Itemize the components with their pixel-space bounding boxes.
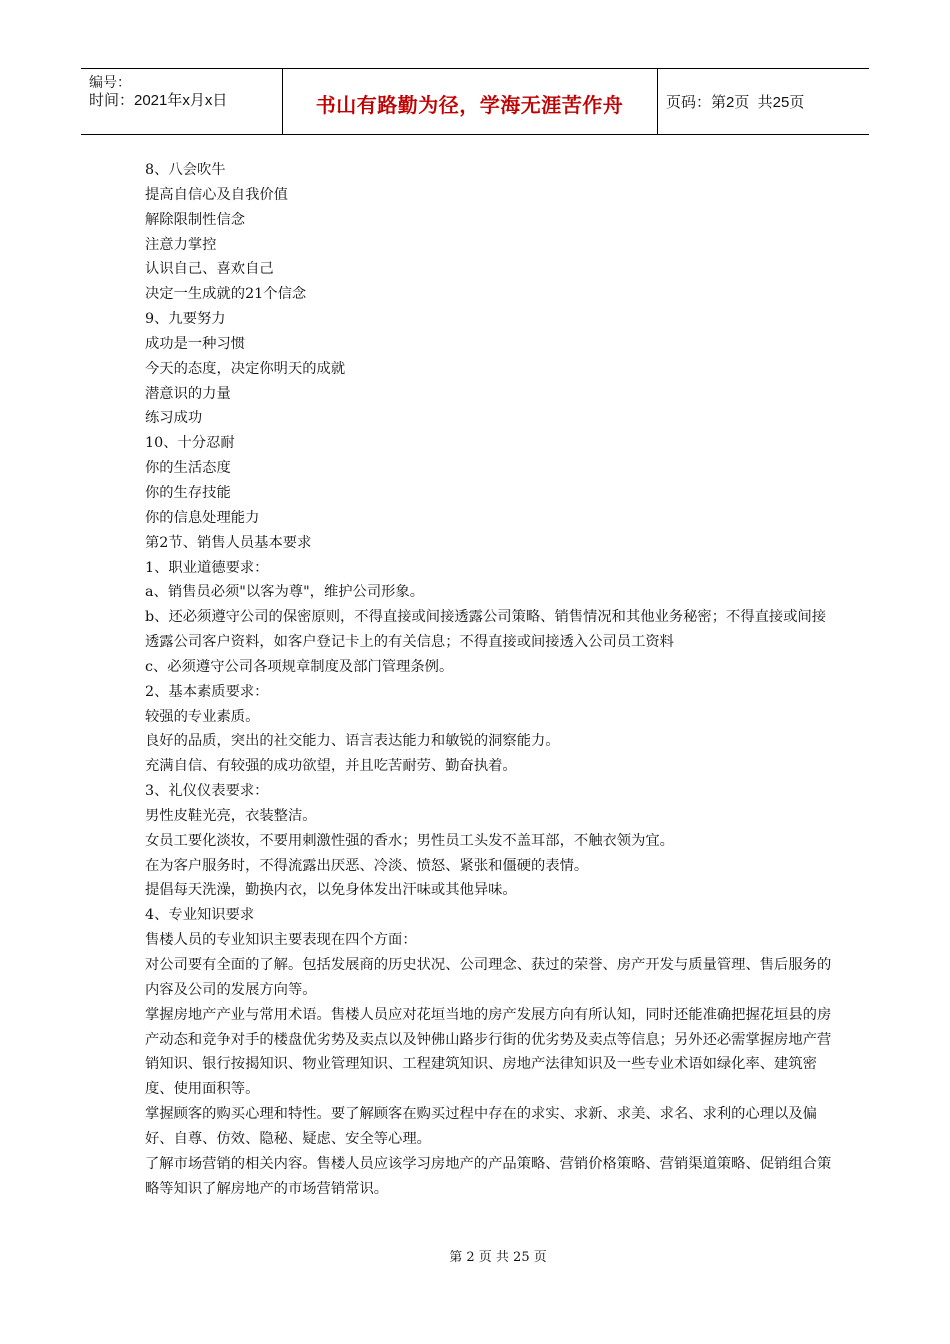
body-paragraph: 解除限制性信念 bbox=[145, 211, 246, 228]
body-paragraph: 2、基本素质要求： bbox=[145, 683, 269, 700]
document-body bbox=[145, 158, 840, 1201]
body-paragraph: 售楼人员的专业知识主要表现在四个方面： bbox=[145, 932, 417, 949]
body-paragraph: 男性皮鞋光亮，衣装整洁。 bbox=[145, 807, 317, 824]
header-motto-cell bbox=[282, 69, 658, 134]
body-paragraph: 10、十分忍耐 bbox=[145, 435, 235, 452]
page-footer: 第 2 页 共 25 页 bbox=[449, 1250, 547, 1265]
body-paragraph: 掌握顾客的购买心理和特性。要了解顾客在购买过程中存在的求实、求新、求美、求名、求利的心理以及偏好、自尊、仿效、隐秘、疑虑、安全等心理。 bbox=[145, 1106, 817, 1147]
body-paragraph: 掌握房地产产业与常用术语。售楼人员应对花垣当地的房产发展方向有所认知，同时还能准确把握花垣县的房产动态和竞争对手的楼盘优劣势及卖点以及钟佛山路步行街的优劣势及卖点等信息；另外还必需掌握房地产营销知识、银行按揭知识、物业管理知识、工程建筑知识、房地产法律知识及一些专业术语如绿化率、建筑密度、使用面积等。 bbox=[145, 1006, 832, 1098]
body-paragraph: 较强的专业素质。 bbox=[145, 708, 260, 725]
header-meta-cell bbox=[81, 69, 283, 134]
document-number-label: 编号： bbox=[89, 74, 131, 90]
body-paragraph: 9、九要努力 bbox=[145, 311, 226, 328]
document-date: 时间：2021年x月x日 bbox=[89, 92, 228, 109]
header-page-number: 页码：第2页 共25页 bbox=[666, 94, 805, 111]
body-paragraph: c、必须遵守公司各项规章制度及部门管理条例。 bbox=[145, 658, 454, 675]
body-paragraph: 你的生存技能 bbox=[145, 484, 231, 501]
body-paragraph: 女员工要化淡妆，不要用刺激性强的香水；男性员工头发不盖耳部，不触衣领为宜。 bbox=[145, 832, 674, 849]
body-paragraph: 决定一生成就的21个信念 bbox=[145, 286, 307, 303]
body-paragraph: 潜意识的力量 bbox=[145, 385, 231, 402]
header-motto: 书山有路勤为径，学海无涯苦作舟 bbox=[315, 93, 624, 117]
body-paragraph: 对公司要有全面的了解。包括发展商的历史状况、公司理念、获过的荣誉、房产开发与质量管理、售后服务的内容及公司的发展方向等。 bbox=[145, 957, 832, 998]
body-paragraph: 今天的态度，决定你明天的成就 bbox=[145, 360, 346, 377]
body-paragraph: 你的信息处理能力 bbox=[145, 509, 260, 526]
body-paragraph: 成功是一种习惯 bbox=[145, 335, 246, 352]
body-paragraph: 认识自己、喜欢自己 bbox=[145, 261, 274, 278]
body-paragraph: 提高自信心及自我价值 bbox=[145, 186, 288, 203]
body-paragraph: 1、职业道德要求： bbox=[145, 559, 269, 576]
body-paragraph: 你的生活态度 bbox=[145, 460, 231, 477]
body-paragraph: 注意力掌控 bbox=[145, 236, 217, 253]
body-paragraph: 良好的品质，突出的社交能力、语言表达能力和敏锐的洞察能力。 bbox=[145, 733, 560, 750]
body-paragraph: a、销售员必须"以客为尊"，维护公司形象。 bbox=[145, 584, 425, 601]
body-paragraph: 4、专业知识要求 bbox=[145, 907, 255, 924]
page-header bbox=[81, 68, 869, 135]
body-paragraph: 8、八会吹牛 bbox=[145, 162, 226, 178]
body-paragraph: 第2节、销售人员基本要求 bbox=[145, 534, 312, 551]
header-page-cell bbox=[657, 69, 869, 134]
body-paragraph: 练习成功 bbox=[145, 410, 203, 427]
body-paragraph: b、还必须遵守公司的保密原则，不得直接或间接透露公司策略、销售情况和其他业务秘密；不得直接或间接透露公司客户资料，如客户登记卡上的有关信息；不得直接或间接透入公司员工资料 bbox=[145, 609, 827, 651]
body-paragraph: 3、礼仪仪表要求： bbox=[145, 783, 269, 800]
body-paragraph: 提倡每天洗澡，勤换内衣，以免身体发出汗味或其他异味。 bbox=[145, 882, 517, 899]
body-paragraph: 在为客户服务时，不得流露出厌恶、冷淡、愤怒、紧张和僵硬的表情。 bbox=[145, 857, 589, 874]
body-paragraph: 充满自信、有较强的成功欲望，并且吃苦耐劳、勤奋执着。 bbox=[145, 758, 517, 775]
body-paragraph: 了解市场营销的相关内容。售楼人员应该学习房地产的产品策略、营销价格策略、营销渠道策略、促销组合策略等知识了解房地产的市场营销常识。 bbox=[145, 1155, 832, 1197]
